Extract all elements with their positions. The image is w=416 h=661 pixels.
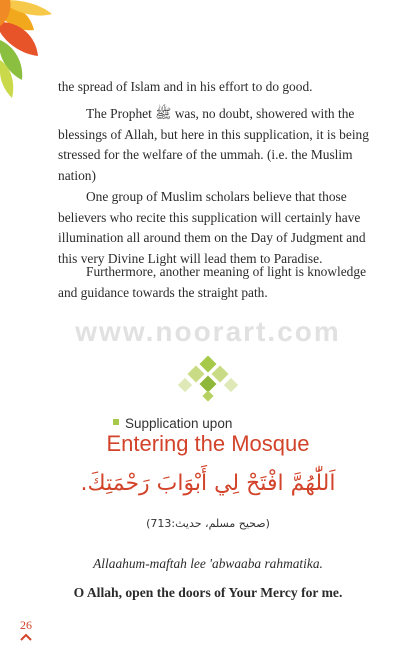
paragraph: One group of Muslim scholars believe that those believers who recite this supplication will certainly have illumination all around them on the Day of Judgment and this very Divine Light will lead them to Paradise. [58, 189, 366, 266]
mosque-ornament-icon [178, 356, 238, 404]
decorative-leaves-icon [0, 0, 60, 110]
section-title: Entering the Mosque [106, 431, 310, 456]
section-kicker [113, 416, 232, 431]
transliteration: Allaahum-maftah lee 'abwaaba rahmatika. [93, 556, 323, 571]
paragraph: Furthermore, another meaning of light is knowledge and guidance towards the straight path. [58, 264, 367, 300]
hadith-reference: (صحيح مسلم، حديث:713) [146, 517, 270, 530]
paragraph: the spread of Islam and in his effort to do good. [58, 79, 313, 94]
page-number: 26 [20, 618, 32, 632]
watermark: www.noorart.com [75, 316, 341, 347]
translation: O Allah, open the doors of Your Mercy for me. [73, 585, 343, 600]
arabic-supplication: اَللّٰهُمَّ افْتَحْ لِي أَبْوَابَ رَحْمَتِكَ. [80, 471, 336, 496]
paragraph: The Prophet ﷺ was, no doubt, showered with the blessings of Allah, but here in this supplication, it is being stressed for the welfare of the ummah. (i.e. the Muslim nation) [58, 106, 369, 183]
section-kicker-label: Supplication upon [125, 416, 233, 431]
chevron-up-icon [20, 633, 32, 641]
bullet-icon [113, 419, 119, 425]
